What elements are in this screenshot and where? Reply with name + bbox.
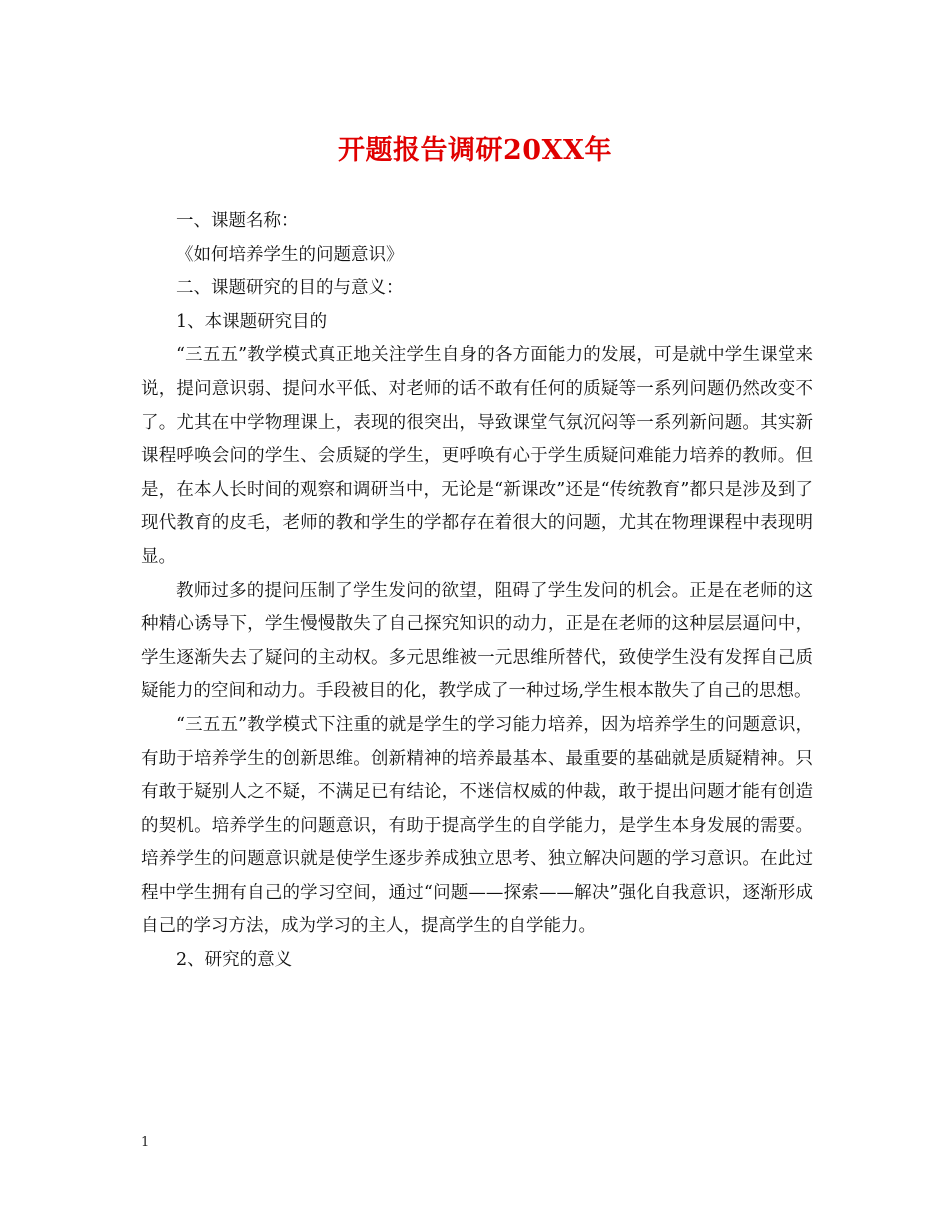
- document-title: 开题报告调研20XX年: [338, 135, 612, 166]
- section-heading-topic-name: 一、课题名称：: [176, 211, 299, 231]
- topic-title: 《如何培养学生的问题意识》: [176, 244, 404, 265]
- paragraph: “三五五”教学模式下注重的就是学生的学习能力培养，因为培养学生的问题意识，有助于培养学生的创新思维。创新精神的培养最基本、最重要的基础就是质疑精神。只有敢于疑别人之不疑，不满足已有结论，不迷信权威的仲裁，敢于提出问题才能有创造的契机。培养学生的问题意识，有助于提高学生的自学能力，是学生本身发展的需要。培养学生的问题意识就是使学生逐步养成独立思考、独立解决问题的学习意识。在此过程中学生拥有自己的学习空间，通过“问题——探索——解决”强化自我意识，逐渐形成自己的学习方法，成为学习的主人，提高学生的自学能力。: [141, 714, 813, 937]
- paragraph: 教师过多的提问压制了学生发问的欲望，阻碍了学生发问的机会。正是在老师的这种精心诱导下，学生慢慢散失了自己探究知识的动力，正是在老师的这种层层逼问中，学生逐渐失去了疑问的主动权。多元思维被一元思维所替代，致使学生没有发挥自己质疑能力的空间和动力。手段被目的化，教学成了一种过场,学生根本散失了自己的思想。: [141, 580, 813, 702]
- subheading-research-purpose: 1、本课题研究目的: [176, 311, 328, 332]
- subheading-research-significance: 2、研究的意义: [176, 950, 293, 971]
- page-number: 1: [141, 1135, 150, 1150]
- section-heading-purpose: 二、课题研究的目的与意义：: [176, 278, 404, 299]
- paragraph: “三五五”教学模式真正地关注学生自身的各方面能力的发展，可是就中学生课堂来说，提问意识弱、提问水平低、对老师的话不敢有任何的质疑等一系列问题仍然改变不了。尤其在中学物理课上，表现的很突出，导致课堂气氛沉闷等一系列新问题。其实新课程呼唤会问的学生、会质疑的学生，更呼唤有心于学生质疑问难能力培养的教师。但是，在本人长时间的观察和调研当中，无论是“新课改”还是“传统教育”都只是涉及到了现代教育的皮毛，老师的教和学生的学都存在着很大的问题，尤其在物理课程中表现明显。: [141, 345, 813, 567]
- document-body: [141, 205, 813, 978]
